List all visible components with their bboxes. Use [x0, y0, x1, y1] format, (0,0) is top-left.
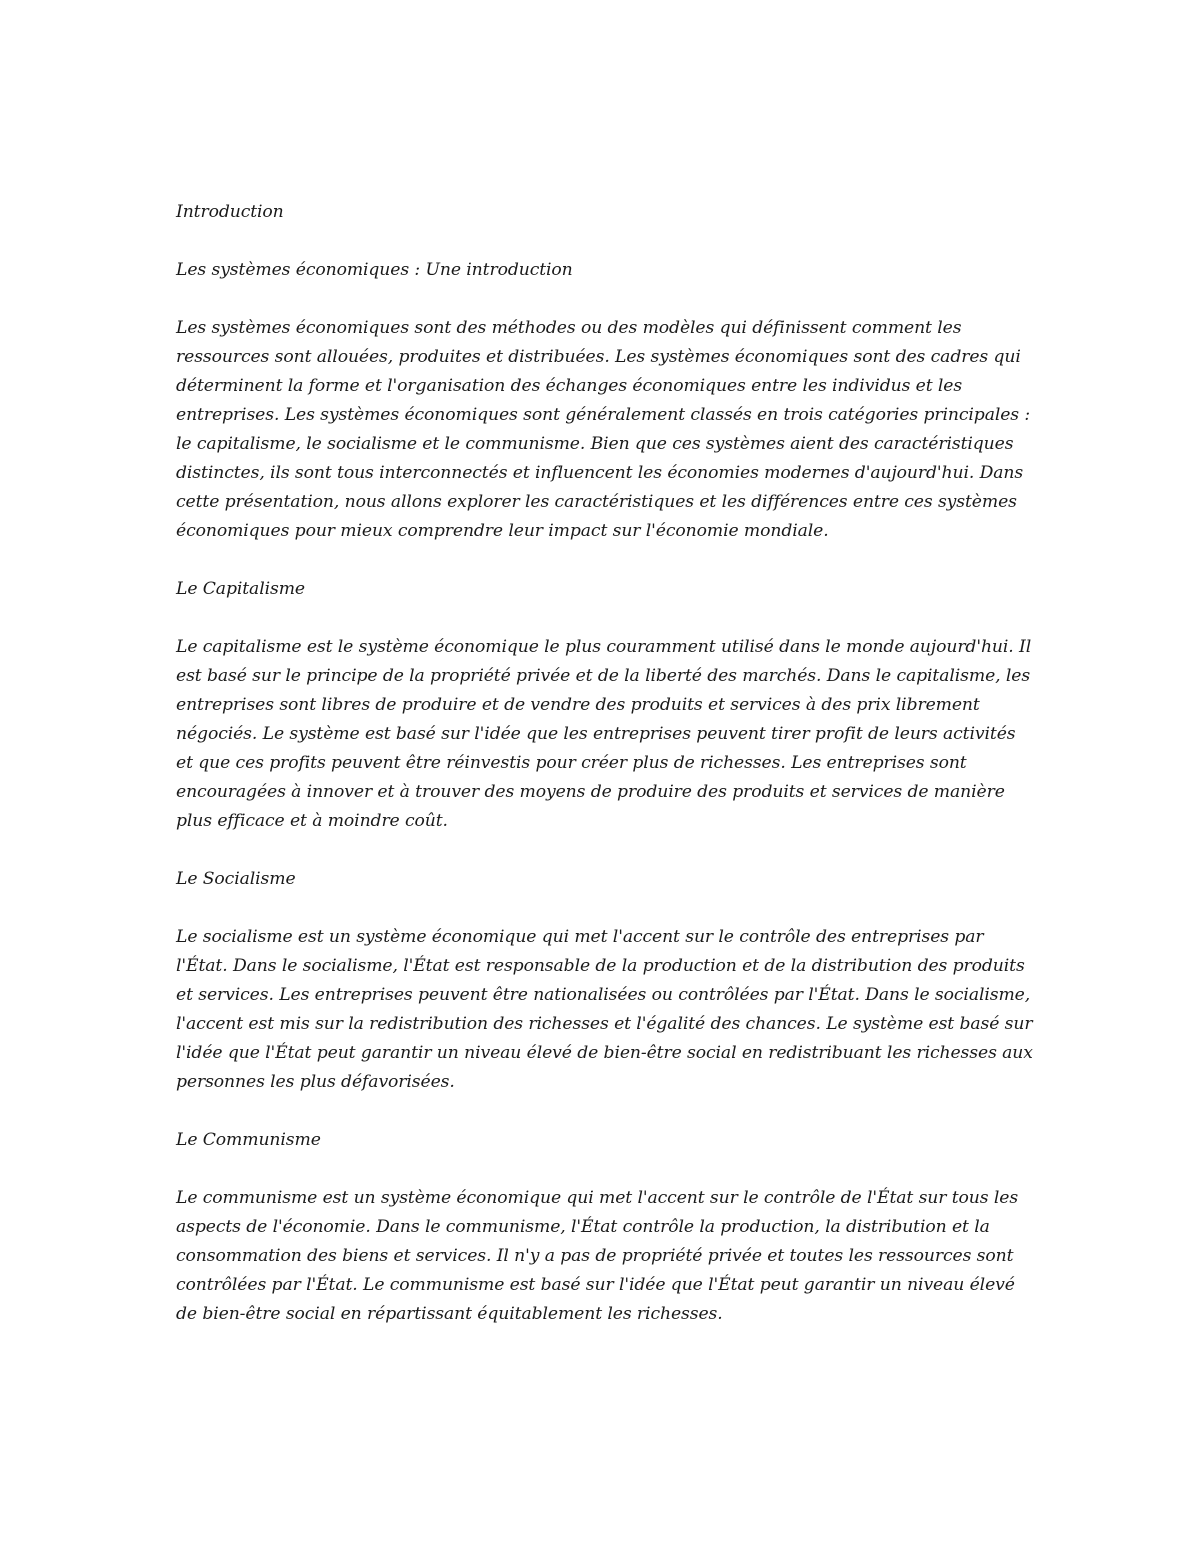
- paragraph-communisme: Le communisme est un système économique qui met l'accent sur le contrôle de l'État sur tous les aspects de l'économie. Dans le communisme, l'État contrôle la production, la distribution et la consommation des biens et services. Il n'y a pas de propriété privée et toutes les ressources sont contrôlées par l'État. Le communisme est basé sur l'idée que l'État peut garantir un niveau élevé de bien-être social en répartissant équitablement les richesses.: [176, 1188, 1019, 1324]
- heading-introduction: Introduction: [176, 202, 284, 222]
- paragraph-introduction: Les systèmes économiques sont des méthodes ou des modèles qui définissent comment les ressources sont allouées, produites et distribuées. Les systèmes économiques sont des cadres qui déterminent la forme et l'organisation des échanges économiques entre les individus et les entreprises. Les systèmes économiques sont généralement classés en trois catégories principales : le capitalisme, le socialisme et le communisme. Bien que ces systèmes aient des caractéristiques distinctes, ils sont tous interconnectés et influencent les économies modernes d'aujourd'hui. Dans cette présentation, nous allons explorer les caractéristiques et les différences entre ces systèmes économiques pour mieux comprendre leur impact sur l'économie mondiale.: [176, 318, 1031, 541]
- paragraph-capitalisme: Le capitalisme est le système économique le plus couramment utilisé dans le monde aujourd'hui. Il est basé sur le principe de la propriété privée et de la liberté des marchés. Dans le capitalisme, les entreprises sont libres de produire et de vendre des produits et services à des prix librement négociés. Le système est basé sur l'idée que les entreprises peuvent tirer profit de leurs activités et que ces profits peuvent être réinvestis pour créer plus de richesses. Les entreprises sont encouragées à innover et à trouver des moyens de produire des produits et services de manière plus efficace et à moindre coût.: [176, 637, 1032, 831]
- heading-socialisme: Le Socialisme: [176, 869, 296, 889]
- heading-communisme: Le Communisme: [176, 1130, 321, 1150]
- document-page: [176, 198, 1036, 1358]
- paragraph-socialisme: Le socialisme est un système économique qui met l'accent sur le contrôle des entreprises par l'État. Dans le socialisme, l'État est responsable de la production et de la distribution des produits et services. Les entreprises peuvent être nationalisées ou contrôlées par l'État. Dans le socialisme, l'accent est mis sur la redistribution des richesses et l'égalité des chances. Le système est basé sur l'idée que l'État peut garantir un niveau élevé de bien-être social en redistribuant les richesses aux personnes les plus défavorisées.: [176, 927, 1033, 1092]
- heading-subtitle: Les systèmes économiques : Une introduction: [176, 260, 573, 280]
- heading-capitalisme: Le Capitalisme: [176, 579, 305, 599]
